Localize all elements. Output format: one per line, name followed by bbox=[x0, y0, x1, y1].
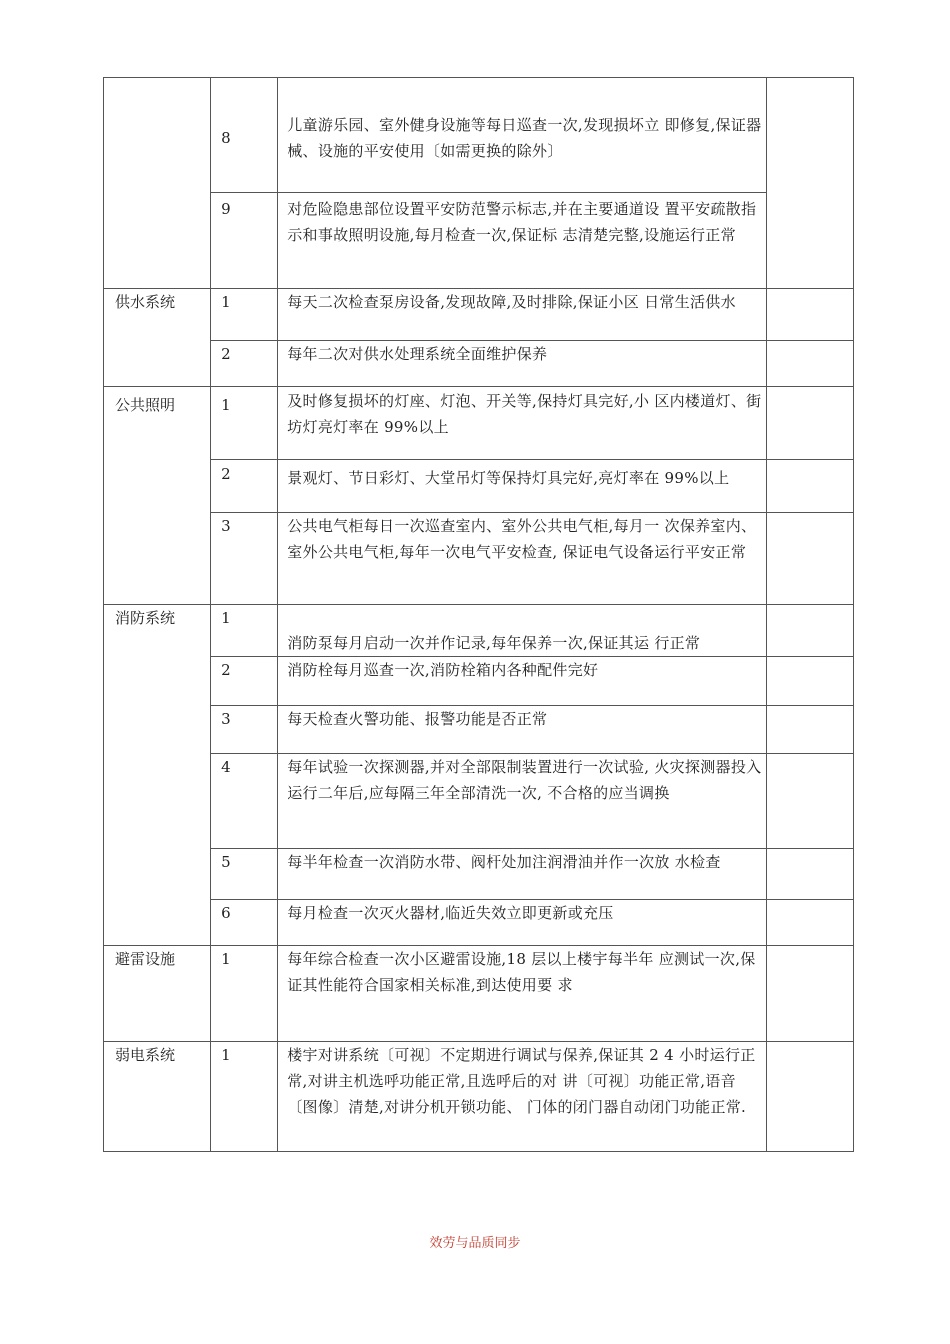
item-number: 1 bbox=[221, 609, 231, 627]
category-cell bbox=[104, 387, 211, 605]
item-description: 每年试验一次探测器,并对全部限制装置进行一次试验, 火灾探测器投入运行二年后,应每隔三年全部清洗一次, 不合格的应当调换 bbox=[287, 758, 762, 802]
item-description: 儿童游乐园、室外健身设施等每日巡查一次,发现损坏立 即修复,保证器械、设施的平安使用〔如需更换的除外〕 bbox=[287, 116, 762, 160]
category-label: 供水系统 bbox=[115, 293, 176, 311]
number-cell bbox=[211, 513, 278, 605]
extra-cell bbox=[766, 289, 853, 341]
number-cell bbox=[211, 1042, 278, 1152]
description-cell bbox=[278, 513, 767, 605]
extra-cell bbox=[766, 706, 853, 754]
number-cell bbox=[211, 78, 278, 193]
item-description: 每月检查一次灭火器材,临近失效立即更新或充压 bbox=[287, 904, 614, 922]
item-description: 消防栓每月巡查一次,消防栓箱内各种配件完好 bbox=[287, 661, 599, 679]
description-cell bbox=[278, 706, 767, 754]
item-description: 每天检查火警功能、报警功能是否正常 bbox=[287, 710, 548, 728]
item-number: 2 bbox=[221, 465, 231, 483]
description-cell bbox=[278, 900, 767, 946]
table-row bbox=[104, 341, 854, 387]
number-cell bbox=[211, 849, 278, 900]
table-row bbox=[104, 657, 854, 706]
item-number: 1 bbox=[221, 396, 231, 414]
item-description: 景观灯、节日彩灯、大堂吊灯等保持灯具完好,亮灯率在 99%以上 bbox=[287, 469, 730, 487]
number-cell bbox=[211, 900, 278, 946]
table-row bbox=[104, 460, 854, 513]
category-cell bbox=[104, 289, 211, 387]
number-cell bbox=[211, 657, 278, 706]
extra-cell bbox=[766, 1042, 853, 1152]
item-description: 每半年检查一次消防水带、阀杆处加注润滑油并作一次放 水检查 bbox=[287, 853, 721, 871]
category-cell bbox=[104, 1042, 211, 1152]
extra-cell bbox=[766, 946, 853, 1042]
number-cell bbox=[211, 754, 278, 849]
item-description: 每年综合检查一次小区避雷设施,18 层以上楼宇每半年 应测试一次,保证其性能符合国家相关标准,到达使用要 求 bbox=[287, 950, 756, 994]
page-footer: 效劳与品质同步 bbox=[429, 1236, 521, 1251]
item-number: 3 bbox=[221, 517, 231, 535]
description-cell bbox=[278, 754, 767, 849]
extra-cell bbox=[766, 754, 853, 849]
item-description: 每天二次检查泵房设备,发现故障,及时排除,保证小区 日常生活供水 bbox=[287, 293, 736, 311]
description-cell bbox=[278, 657, 767, 706]
category-label: 避雷设施 bbox=[115, 950, 176, 968]
category-label: 公共照明 bbox=[115, 396, 176, 414]
table-row bbox=[104, 513, 854, 605]
item-description: 及时修复损坏的灯座、灯泡、开关等,保持灯具完好,小 区内楼道灯、街坊灯亮灯率在 99%以上 bbox=[287, 392, 762, 436]
item-number: 6 bbox=[221, 904, 231, 922]
item-number: 1 bbox=[221, 293, 231, 311]
item-description: 每年二次对供水处理系统全面维护保养 bbox=[287, 345, 548, 363]
extra-cell bbox=[766, 341, 853, 387]
extra-cell bbox=[766, 849, 853, 900]
category-cell bbox=[104, 946, 211, 1042]
table-row bbox=[104, 946, 854, 1042]
table-row bbox=[104, 78, 854, 193]
description-cell bbox=[278, 387, 767, 460]
table-row bbox=[104, 387, 854, 460]
number-cell bbox=[211, 193, 278, 289]
description-cell bbox=[278, 289, 767, 341]
item-number: 2 bbox=[221, 345, 231, 363]
item-description: 公共电气柜每日一次巡查室内、室外公共电气柜,每月一 次保养室内、室外公共电气柜,每年一次电气平安检查, 保证电气设备运行平安正常 bbox=[287, 517, 757, 561]
item-number: 1 bbox=[221, 1046, 231, 1064]
item-number: 2 bbox=[221, 661, 231, 679]
number-cell bbox=[211, 706, 278, 754]
extra-cell bbox=[766, 657, 853, 706]
item-number: 3 bbox=[221, 710, 231, 728]
number-cell bbox=[211, 341, 278, 387]
item-number: 5 bbox=[221, 853, 231, 871]
category-label: 弱电系统 bbox=[115, 1046, 176, 1064]
description-cell bbox=[278, 341, 767, 387]
number-cell bbox=[211, 289, 278, 341]
item-description: 消防泵每月启动一次并作记录,每年保养一次,保证其运 行正常 bbox=[287, 634, 701, 652]
table-row bbox=[104, 1042, 854, 1152]
extra-cell bbox=[766, 387, 853, 460]
description-cell bbox=[278, 605, 767, 657]
item-number: 9 bbox=[221, 200, 231, 218]
extra-cell bbox=[766, 513, 853, 605]
table-row bbox=[104, 289, 854, 341]
category-cell bbox=[104, 605, 211, 946]
item-description: 对危险隐患部位设置平安防范警示标志,并在主要通道设 置平安疏散指示和事故照明设施,每月检查一次,保证标 志清楚完整,设施运行正常 bbox=[287, 200, 757, 244]
maintenance-table bbox=[103, 77, 854, 1152]
description-cell bbox=[278, 193, 767, 289]
description-cell bbox=[278, 946, 767, 1042]
extra-cell bbox=[766, 78, 853, 289]
description-cell bbox=[278, 78, 767, 193]
category-cell bbox=[104, 78, 211, 289]
number-cell bbox=[211, 605, 278, 657]
extra-cell bbox=[766, 900, 853, 946]
item-description: 楼宇对讲系统〔可视〕不定期进行调试与保养,保证其 2 4 小时运行正常,对讲主机选呼功能正常,且选呼后的对 讲〔可视〕功能正常,语音〔图像〕清楚,对讲分机开锁功能、 门体的闭门器自动闭门功能正常. bbox=[287, 1046, 756, 1116]
table-row bbox=[104, 193, 854, 289]
table-row bbox=[104, 900, 854, 946]
extra-cell bbox=[766, 605, 853, 657]
item-number: 4 bbox=[221, 758, 231, 776]
description-cell bbox=[278, 849, 767, 900]
item-number: 8 bbox=[221, 129, 231, 147]
table-row bbox=[104, 754, 854, 849]
number-cell bbox=[211, 460, 278, 513]
number-cell bbox=[211, 946, 278, 1042]
category-label: 消防系统 bbox=[115, 609, 176, 627]
table-row bbox=[104, 706, 854, 754]
extra-cell bbox=[766, 460, 853, 513]
number-cell bbox=[211, 387, 278, 460]
item-number: 1 bbox=[221, 950, 231, 968]
table-row bbox=[104, 605, 854, 657]
description-cell bbox=[278, 1042, 767, 1152]
description-cell bbox=[278, 460, 767, 513]
table-row bbox=[104, 849, 854, 900]
